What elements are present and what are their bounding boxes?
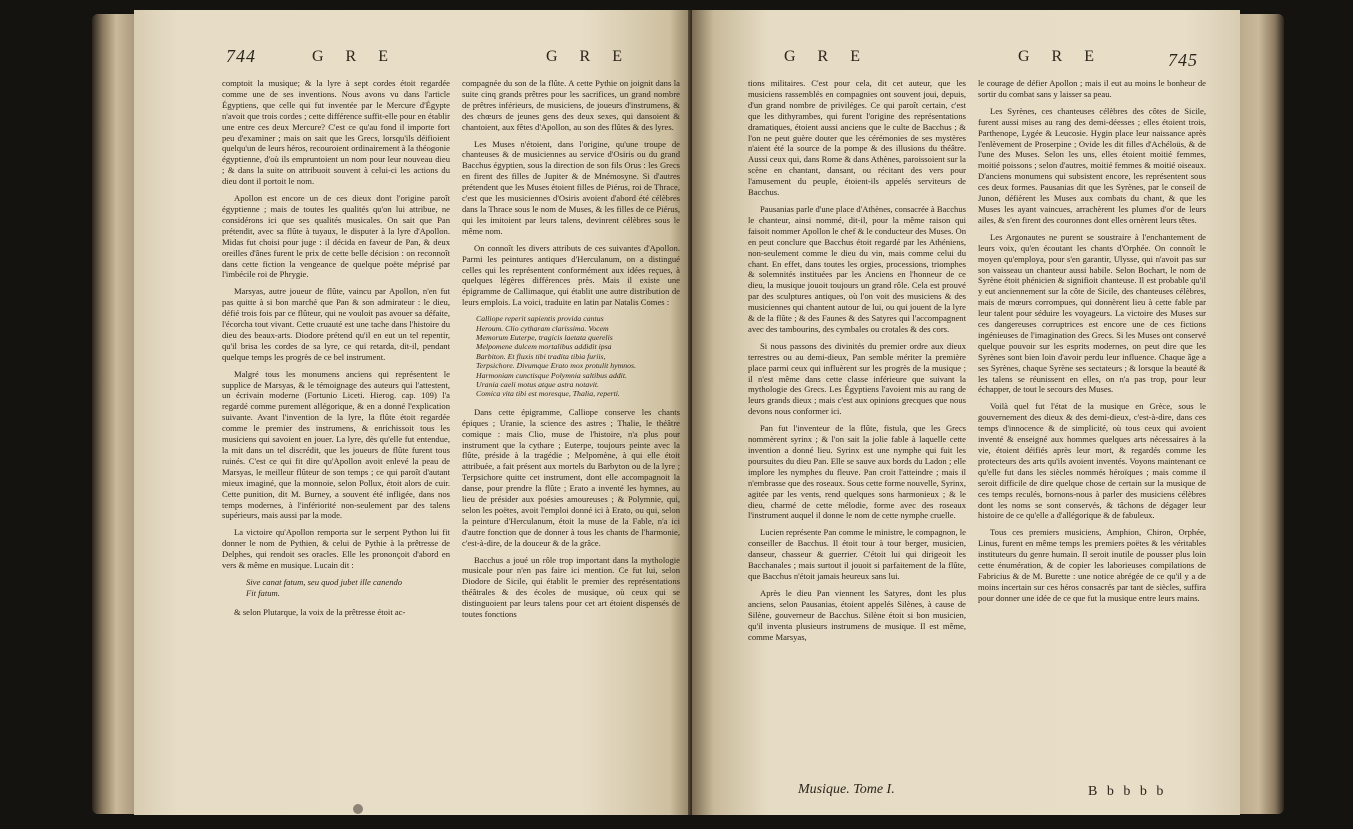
paragraph: tions militaires. C'est pour cela, dit cet auteur, que les musiciens rassemblés en compagnies ont souvent joui, depuis, d'un grand nombre de priviléges. Ce qui paroît certain, c'est que les dithyrambes, qui furent l'origine des représentations dramatiques, étoient aussi anciens que le culte de Bacchus ; & l'on ne peut guère douter que les cérémonies de ses mystères n'aient été la source de la pompe & des illusions du théâtre. Aussi ceux qui, dans Rome & dans Athènes, paroissoient sur la scène en chantant, dansant, ou récitant des vers pour l'amusement du peuple, étoient-ils appelés serviteurs de Bacchus.	[748, 78, 966, 198]
right-column-2	[978, 78, 1206, 778]
right-head-2: G R E	[1018, 48, 1103, 65]
paragraph: Malgré tous les monumens anciens qui représentent le supplice de Marsyas, & le témoignage des auteurs qui l'attestent, un écrivain moderne (Fortunio Liceti. Hierog. cap. 109) l'a regardé comme purement allégorique, & en a donné l'explication suivante. Avant l'invention de la lyre, la flûte étoit regardée comme le premier des instrumens, & enrichissoit tous les musiciens qui savoient en jouer. La lyre, dès qu'elle fut entendue, la mit dans un tel discrédit, que les joueurs de flûte furent tous ruinés. C'est ce qui fit dire qu'Apollon avoit enlevé la peau de Marsyas, le meilleur flûteur de son temps ; ce qui paroît d'autant mieux imaginé, que la monnoie, selon Pollux, étoit alors de cuir. Cette punition, dit M. Burney, a souvent été infligée, dans nos temps modernes, à l'infériorité non-seulement par des talens supérieurs, mais aussi par la mode.	[222, 368, 450, 521]
left-head-2: G R E	[546, 48, 631, 65]
paragraph: Tous ces premiers musiciens, Amphion, Chiron, Orphée, Linus, furent en même temps les premiers poëtes & les véritables instituteurs du genre humain. Il seroit inutile de pousser plus loin cette énumération, & de copier les laborieuses compilations de Fabricius & de M. Burette : une notice abrégée de ce qu'il y a de moins incertain sur ces héros consacrés par tant de siècles, suffira pour donner une idée de ce que fut la musique entre leurs mains.	[978, 527, 1206, 603]
book-edge-left	[92, 14, 136, 814]
paragraph: Bacchus a joué un rôle trop important dans la mythologie musicale pour n'en pas faire ici mention. Ce fut lui, selon Diodore de Sicile, qui établit le premier des représentations théâtrales & des écoles de musique, où ceux qui se distinguoient par leurs talens pour cet art étoient dispensés de toutes fonctions	[462, 554, 680, 620]
poem-line: Comica vita tibi est moresque, Thalia, reperti.	[476, 389, 620, 399]
poem-line: Urania caeli motus atque astra notavit.	[476, 379, 600, 389]
right-page-number: 745	[1168, 50, 1198, 70]
lucain-quote	[246, 577, 450, 599]
poem-line: Melpomene dulcem mortalibus addidit ipsa	[476, 342, 612, 352]
left-column-1	[222, 78, 450, 810]
paragraph: Si nous passons des divinités du premier ordre aux dieux terrestres ou au demi-dieux, Pan semble mériter la première place parmi ceux qui influèrent sur les progrès de la musique ; il n'est même dans cette classe inférieure que suivant la mythologie des Grecs. Les Égyptiens l'avoient mis au rang de leurs grands dieux ; mais c'est aux opinions grecques que nous devons nous conformer ici.	[748, 340, 966, 417]
quote-line: Fit fatum.	[246, 587, 280, 598]
paragraph: compagnée du son de la flûte. A cette Pythie on joignit dans la suite cinq grands prêtres pour les sacrifices, un grand nombre de prêtres inférieurs, de musiciens, de joueurs d'instrumens, & des chœurs de jeunes gens des deux sexes, qui dansoient & chantoient, aux fêtes d'Apollon, au son des flûtes & des lyres.	[462, 78, 680, 132]
epigram	[476, 314, 680, 399]
paragraph: comptoit la musique; & la lyre à sept cordes étoit regardée comme une de ses inventions. Nous avons vu dans l'article Égyptiens, que celle qui fut inventée par le Mercure d'Égypte n'avoit que trois cordes ; cette différence suffit-elle pour en établir une entre ces deux Mercure? C'est ce qu'au fond il importe fort peu d'examiner ; mais on sait que les Grecs, lorsqu'ils déifioient quelqu'un de leurs héros, recouroient ordinairement à la théogonie égyptienne, d'où ils empruntoient un nom pour leur nouveau dieu ; & dans la suite on attribuoit souvent à celui-ci les actions du dieu dont il portoit le nom.	[222, 78, 450, 187]
poem-line: Barbiton. Et fluxis tibi tradita tibia furiis,	[476, 351, 606, 361]
paragraph: & selon Plutarque, la voix de la prêtresse étoit ac-	[234, 606, 406, 617]
left-column-2	[462, 78, 680, 810]
printer-signature: B b b b b	[1088, 784, 1167, 799]
volume-footer: Musique. Tome I.	[798, 782, 895, 797]
right-running-head	[692, 48, 1240, 78]
ring-mark	[353, 804, 363, 814]
paragraph: Apollon est encore un de ces dieux dont l'origine paroît égyptienne ; mais de toutes les qualités qu'on lui attribue, ne considérons ici que ses qualités musicales. On sait que Pan prétendit, avec sa flûte à tuyaux, le disputer à la lyre d'Apollon. Midas fut choisi pour juge : il décida en faveur de Pan, & deux oreilles d'ânes furent le prix de cette belle décision : on reconnoît dans cette fiction la vengeance de quelque poëte méprisé par l'imbécile roi de Phrygie.	[222, 193, 450, 280]
paragraph: Voilà quel fut l'état de la musique en Grèce, sous le gouvernement des dieux & des demi-dieux, c'est-à-dire, dans ces temps d'innocence & de simplicité, où tous ceux qui avoient inventé & enseigné aux hommes quelques arts nécessaires à la vie, étoient déifiés après leur mort, & regardés comme les protecteurs des arts qu'ils avoient inventés. Voyons maintenant ce qu'elle fut dans les siècles nommés héroïques ; mais comme il seroit difficile de dire quelque chose de certain sur la musique de ces temps reculés, bornons-nous à parler des musiciens célèbres dont les noms se sont conservés, & tâchons de dégager leur histoire de ce qu'elle a d'allégorique & de fabuleux.	[978, 401, 1206, 521]
paragraph: Lucien représente Pan comme le ministre, le compagnon, le conseiller de Bacchus. Il étoit tour à tour berger, musicien, danseur, chasseur & guerrier. C'étoit lui qui dirigeoit les Bacchanales ; mais surtout il jouoit si parfaitement de la flûte, que Bacchus n'étoit jamais heureux sans lui.	[748, 527, 966, 581]
book-edge-right	[1238, 14, 1284, 814]
poem-line: Terpsichore. Divumque Erato mox protulit hymnos.	[476, 361, 637, 371]
paragraph: Les Argonautes ne purent se soustraire à l'enchantement de leurs voix, qu'en écoutant les chants d'Orphée. On connoît le moyen qu'employa, pour s'en garantir, Ulysse, qui n'avoit pas sur son vaisseau un chanteur aussi habile. Selon Bochart, le nom de Syrène étoit phénicien & signifioit chanteuse. Il est probable qu'il y eut anciennement sur la côte de Sicile, des chanteuses célèbres, mais de mœurs corrompues, qui donnèrent lieu à cette fable par leur talent pour séduire les voyageurs. La victoire des Muses sur ces dangereuses corruptrices est encore une de ces fictions ingénieuses de l'imagination des Grecs. Si les Muses ont conservé quelque pouvoir sur les esprits modernes, on peut dire que les Syrènes sont bien loin d'avoir perdu leur influence. Chaque âge a ses Syrènes, chaque Syrène ses sectateurs ; & lorsque la beauté & les talens se réunissent en elles, on n'a pas trop, pour leur échapper, de tout le secours des Muses.	[978, 231, 1206, 395]
poem-line: Memorum Euterpe, tragicis laetata querelis	[476, 332, 613, 342]
poem-line: Harmoniam cunctisque Polymnia saltibus addit.	[476, 370, 627, 380]
paragraph: Les Syrènes, ces chanteuses célèbres des côtes de Sicile, furent aussi mises au rang des demi-déesses ; elles étoient trois, Parthenope, Lygée & Leucosie. Hygin place leur naissance après l'enlèvement de Proserpine ; Ovide les dit filles d'Achéloüs, & de l'une des Muses. Selon les uns, elles étoient moitié femmes, moitié poissons ; selon d'autres, moitié femmes & moitié oiseaux. D'anciens monumens qui subsistent encore, les représentent sous ces deux formes. Pausanias dit que les Syrènes, par le conseil de Junon, défièrent les Muses aux combats du chant, & que les Muses les ayant vaincues, arrachèrent les plumes d'or de leurs ailes, & s'en firent des couronnes dont elles ornèrent leurs têtes.	[978, 105, 1206, 225]
paragraph: Marsyas, autre joueur de flûte, vaincu par Apollon, n'en fut pas quitte à si bon marché que Pan & son admirateur : le dieu, défié trois fois par ce flûteur, qui ne vouloit pas avouer sa défaite, l'écorcha tout vivant. Cette cruauté est une tache dans l'histoire du dieu des beaux-arts. Diodore prétend qu'il en eut un tel repentir, qu'il brisa les cordes de sa lyre, ce qui retarda, dit-il, pendant quelque temps les progrès de ce bel instrument.	[222, 286, 450, 362]
right-page	[692, 10, 1240, 815]
paragraph: le courage de défier Apollon ; mais il eut au moins le bonheur de sortir du combat sans y laisser sa peau.	[978, 78, 1206, 99]
paragraph: Pan fut l'inventeur de la flûte, fistula, que les Grecs nommèrent syrinx ; & l'on sait la jolie fable à laquelle cette invention a donné lieu. Syrinx est une nymphe qui fuit les poursuites du dieu Pan. Elle se sauve aux bords du Ladon ; elle implore les nymphes du fleuve. Pan croit l'atteindre ; mais il n'embrasse que des roseaux. Sous cette forme nouvelle, Syrinx, agitée par les vents, rend quelques sons harmonieux ; & le dieu, charmé de cette mélodie, forme avec des roseaux l'instrument auquel il donne le nom de cette nymphe cruelle.	[748, 423, 966, 521]
paragraph: Dans cette épigramme, Calliope conserve les chants épiques ; Uranie, la science des astres ; Thalie, le théâtre comique : mais Clio, muse de l'histoire, n'a plus pour instrument que la cythare ; Euterpe, toujours peinte avec la flûte, préside à la tragédie ; Melpomène, à qui elle étoit attribuée, a fait présent aux mortels du Barbyton ou de la lyre ; Terpsichore quitte cet instrument, dont elle accompagnoit la danse, pour prendre la flûte ; Erato a inventé les hymnes, au lieu de présider aux poésies amoureuses ; & Polymnie, qui, selon les poëtes, avoit l'emploi donné ici à Erato, ou qui, selon la peinture d'Herculanum, étoit la muse de la Fable, n'a ici d'autre fonction que de donner à tous les chants de l'harmonie, c'est-à-dire, de la douceur & de la grâce.	[462, 406, 680, 548]
poem-line: Calliope reperit sapientis provida cantus	[476, 314, 604, 324]
left-page-number: 744	[226, 46, 256, 66]
paragraph: Après le dieu Pan viennent les Satyres, dont les plus anciens, selon Pausanias, étoient appelés Silènes, à cause de Silène, gouverneur de Bacchus. Silène étoit si bon musicien, qu'il inventa plusieurs instrumens de musique. Il est même, comme Marsyas,	[748, 587, 966, 642]
left-page	[134, 10, 692, 815]
paragraph: On connoît les divers attributs de ces suivantes d'Apollon. Parmi les peintures antiques d'Herculanum, on a distingué celles qui les représentent conformément aux idées reçues, à quelques légères différences près. Mais il existe une épigramme de Callimaque, qui établit une autre distribution de leurs emplois. La voici, traduite en latin par Natalis Comes :	[462, 242, 680, 308]
paragraph: Pausanias parle d'une place d'Athènes, consacrée à Bacchus le chanteur, ainsi nommé, dit-il, pour la même raison qui faisoit nommer Apollon le chef & le conducteur des Muses. On en peut conclure que Bacchus étoit regardé par les Athéniens, non-seulement comme le dieu du vin, mais comme celui du chant. En effet, dans toutes les orgies, processions, triomphes & solemnités instituées par les Anciens en l'honneur de ce dieu, la musique jouoit toujours un grand rôle. Cela est prouvé par des sculptures antiques, où l'on voit des musiciens & des musiciennes qui chantent autour de lui, ou qui jouent de la lyre & de la flûte ; & des Faunes & des Satyres qui l'accompagnent avec des tambourins, des cymbales ou crotales & des cors.	[748, 203, 966, 334]
left-head-1: G R E	[312, 48, 397, 65]
quote-line: Sive canat fatum, seu quod jubet ille canendo	[246, 576, 403, 587]
paragraph: La victoire qu'Apollon remporta sur le serpent Python lui fit donner le nom de Pythien, & celui de Pythie à la prêtresse de Delphes, qui rendoit ses oracles. Elle les prononçoit d'abord en vers & même en musique. Lucain dit :	[222, 527, 450, 571]
left-running-head	[134, 48, 692, 78]
right-head-1: G R E	[784, 48, 869, 65]
poem-line: Heroum. Clio cytharam clarissima. Vocem	[476, 323, 609, 333]
paragraph: Les Muses n'étoient, dans l'origine, qu'une troupe de chanteuses & de musiciennes au service d'Osiris ou du grand Bacchus égyptien, sous la direction de son fils Orus : les Grecs en firent des filles de Jupiter & de Mnémosyne. Si d'autres prétendent que les Muses étoient filles de Piérus, roi de Thrace, c'est que les musiciennes d'Osiris avoient d'abord été célèbres dans la Thrace sous le nom de Muses, & les filles de ce Piérus, qui les imitoient par leurs talens, devinrent célèbres sous le même nom.	[462, 138, 680, 236]
right-column-1	[748, 78, 966, 778]
